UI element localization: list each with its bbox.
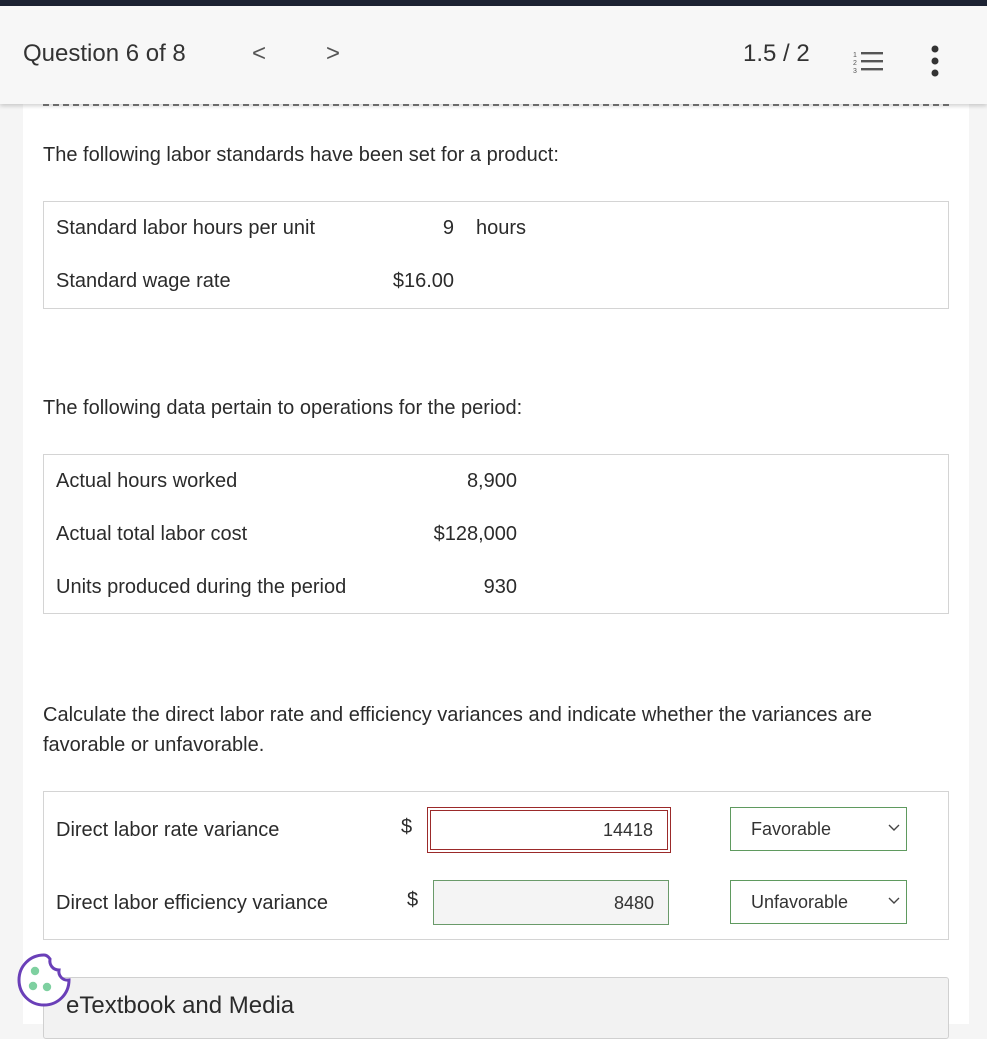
question-header [0, 6, 987, 104]
period-text: The following data pertain to operations for the period: [43, 397, 523, 419]
actual-hours-value: 8,900 [466, 470, 517, 492]
question-content [23, 104, 969, 1024]
svg-text:2: 2 [853, 60, 857, 67]
instruction-line-1: Calculate the direct labor rate and efficiency variances and indicate whether the variances are [43, 704, 872, 726]
answer-table [43, 791, 949, 940]
standard-wage-value: $16.00 [392, 270, 454, 292]
standard-hours-value: 9 [442, 217, 454, 239]
etextbook-panel[interactable] [43, 977, 949, 1039]
period-data-table [43, 454, 949, 614]
chevron-down-icon [888, 821, 900, 833]
standard-wage-label: Standard wage rate [56, 270, 231, 292]
units-produced-label: Units produced during the period [56, 576, 347, 598]
standard-hours-unit: hours [476, 217, 527, 239]
efficiency-variance-currency: $ [407, 889, 419, 911]
next-question-button[interactable]: > [326, 40, 341, 67]
previous-question-button[interactable]: < [252, 40, 267, 67]
numbered-list-icon[interactable] [853, 50, 885, 74]
efficiency-variance-select[interactable] [730, 880, 907, 924]
etextbook-label: eTextbook and Media [66, 992, 295, 1019]
actual-cost-label: Actual total labor cost [56, 523, 248, 545]
question-score: 1.5 / 2 [743, 40, 810, 67]
actual-hours-label: Actual hours worked [56, 470, 238, 492]
chevron-down-icon [888, 894, 900, 906]
intro-text: The following labor standards have been set for a product: [43, 144, 559, 166]
efficiency-variance-selected: Unfavorable [751, 892, 849, 912]
units-produced-value: 930 [483, 576, 517, 598]
rate-variance-selected: Favorable [751, 819, 832, 839]
rate-variance-select[interactable] [730, 807, 907, 851]
actual-cost-value: $128,000 [433, 523, 517, 545]
efficiency-variance-label: Direct labor efficiency variance [56, 892, 328, 914]
efficiency-variance-input[interactable]: 8480 [433, 880, 669, 925]
question-counter: Question 6 of 8 [23, 40, 186, 67]
svg-text:3: 3 [853, 68, 857, 74]
instruction-line-2: favorable or unfavorable. [43, 734, 265, 756]
svg-text:1: 1 [853, 52, 857, 59]
rate-variance-label: Direct labor rate variance [56, 819, 280, 841]
rate-variance-input[interactable]: 14418 [430, 810, 668, 850]
dashed-divider [43, 104, 949, 106]
vertical-ellipsis-icon[interactable] [925, 44, 945, 78]
standard-hours-label: Standard labor hours per unit [56, 217, 316, 239]
standards-table [43, 201, 949, 309]
rate-variance-currency: $ [401, 816, 413, 838]
cookie-icon[interactable] [14, 950, 74, 1010]
